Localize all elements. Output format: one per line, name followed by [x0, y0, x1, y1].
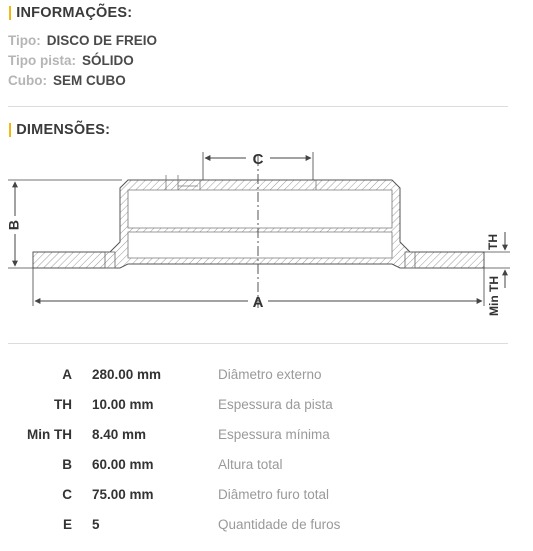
- spec-value: 280.00 mm: [92, 367, 162, 382]
- spec-value: 8.40 mm: [92, 427, 147, 442]
- info-row-tipo-pista: [8, 53, 134, 68]
- info-section-title: [8, 5, 132, 21]
- spec-description: Diâmetro externo: [218, 367, 322, 382]
- info-value: SEM CUBO: [52, 73, 126, 88]
- info-label: Cubo:: [8, 73, 47, 88]
- spec-code: E: [62, 517, 72, 532]
- spec-description: Espessura mínima: [218, 427, 330, 442]
- spec-description: Altura total: [218, 457, 283, 472]
- spec-description: Diâmetro furo total: [218, 487, 330, 502]
- spec-row-a: [0, 367, 533, 391]
- spec-row-th: [0, 397, 533, 421]
- spec-code: C: [62, 487, 72, 502]
- info-row-cubo: [8, 73, 126, 88]
- label-a: A: [252, 294, 264, 311]
- spec-value: 5: [92, 517, 100, 532]
- spec-code: B: [62, 457, 72, 472]
- spec-row-min-th: [0, 427, 533, 451]
- label-th: TH: [486, 234, 501, 250]
- info-value: DISCO DE FREIO: [46, 33, 158, 48]
- brake-disc-diagram: [0, 145, 533, 335]
- spec-code: Min TH: [27, 427, 72, 442]
- spec-value: 60.00 mm: [92, 457, 154, 472]
- spec-value: 75.00 mm: [92, 487, 154, 502]
- dimensions-title-text: DIMENSÕES:: [16, 122, 111, 138]
- divider: [8, 106, 508, 107]
- info-row-tipo: [8, 33, 157, 48]
- spec-row-c: [0, 487, 533, 511]
- info-label: Tipo pista:: [8, 53, 77, 68]
- spec-description: Espessura da pista: [218, 397, 333, 412]
- spec-row-b: [0, 457, 533, 481]
- accent-bar: |: [8, 122, 13, 138]
- info-value: SÓLIDO: [82, 53, 134, 68]
- spec-description: Quantidade de furos: [218, 517, 341, 532]
- divider: [8, 343, 508, 344]
- label-c: C: [252, 151, 264, 168]
- info-label: Tipo:: [8, 33, 41, 48]
- spec-code: TH: [54, 397, 72, 412]
- spec-code: A: [62, 367, 72, 382]
- label-b: B: [5, 219, 22, 231]
- spec-row-e: [0, 517, 533, 541]
- accent-bar: |: [8, 5, 13, 21]
- info-title-text: INFORMAÇÕES:: [16, 5, 133, 21]
- label-min-th: Min TH: [487, 276, 502, 316]
- spec-value: 10.00 mm: [92, 397, 154, 412]
- dimensions-section-title: [8, 122, 110, 138]
